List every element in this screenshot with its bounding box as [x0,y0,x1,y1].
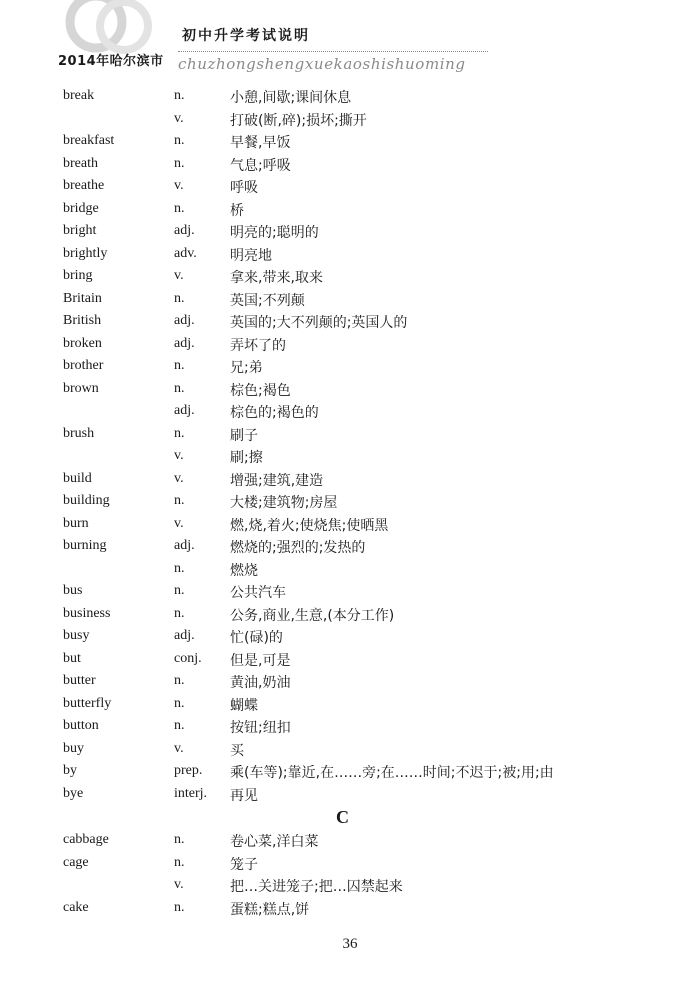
part-of-speech: n. [174,560,185,576]
book-title: 初中升学考试说明 [182,28,310,44]
vocab-entry-row [0,738,700,761]
pinyin-subtitle: chuzhongshengxuekaoshishuoming [178,55,466,73]
vocab-entry-row [0,310,700,333]
part-of-speech: v. [174,740,184,756]
definition: 黄油,奶油 [230,675,291,691]
definition: 明亮的;聪明的 [230,225,319,241]
vocab-word: building [63,493,110,508]
vocab-word: button [63,718,99,733]
vocab-entry-row [0,220,700,243]
part-of-speech: v. [174,448,184,463]
definition: 刷子 [230,427,258,444]
definition: 忙(碌)的 [230,630,283,646]
definition: 燃烧 [230,562,258,579]
vocab-entry-row [0,760,700,783]
vocab-word: bring [63,268,93,283]
part-of-speech: adj. [174,628,195,643]
part-of-speech: n. [174,425,185,441]
definition: 桥 [230,202,244,219]
part-of-speech: interj. [174,785,208,801]
part-of-speech: v. [174,877,184,892]
vocab-word: bridge [63,200,99,216]
vocab-word: broken [63,335,102,351]
vocab-entry-row [0,108,700,131]
vocab-entry-row [0,333,700,356]
definition: 英国的;大不列颠的;英国人的 [230,315,408,331]
vocab-word: break [63,88,95,103]
vocab-entry-row [0,378,700,401]
definition: 公共汽车 [230,585,286,601]
vocab-word: bus [63,583,83,598]
vocab-entry-row [0,852,700,875]
vocab-word: cage [63,854,89,870]
vocab-word: buy [63,740,84,756]
vocab-word: build [63,470,92,486]
vocab-word: business [63,605,111,621]
vocab-word: cake [63,899,89,915]
vocab-word: breakfast [63,133,115,148]
definition: 乘(车等);靠近,在……旁;在……时间;不迟于;被;用;由 [230,765,554,781]
vocab-word: brown [63,380,99,396]
definition: 大楼;建筑物;房屋 [230,495,338,511]
vocab-word: butterfly [63,695,112,711]
definition: 打破(断,碎);损坏;撕开 [230,112,367,129]
definition: 刷;擦 [230,450,263,466]
part-of-speech: n. [174,899,185,915]
part-of-speech: n. [174,358,185,373]
part-of-speech: v. [174,178,184,193]
definition: 笼子 [230,856,258,873]
vocab-entry-row [0,603,700,626]
vocab-word: brother [63,358,104,373]
vocab-entry-row [0,355,700,378]
vocab-word: British [63,313,102,328]
vocab-entry-row [0,513,700,536]
page-header [0,0,700,90]
part-of-speech: n. [174,493,185,508]
definition: 棕色;褐色 [230,382,291,399]
vocab-entry-row [0,580,700,603]
definition: 公务,商业,生意,(本分工作) [230,607,395,624]
vocab-entry-row [0,175,700,198]
vocab-entry-row [0,85,700,108]
year-city-title: 2014年哈尔滨市 [58,54,164,69]
entries-b [0,85,700,805]
definition: 早餐,早饭 [230,135,291,151]
vocab-entry-row [0,715,700,738]
vocab-entry-row [0,558,700,581]
definition: 但是,可是 [230,652,291,669]
entries-c [0,829,700,919]
vocab-word: breath [63,155,98,171]
vocab-word: bye [63,785,84,801]
part-of-speech: conj. [174,650,202,666]
part-of-speech: adv. [174,245,197,261]
definition: 棕色的;褐色的 [230,405,319,421]
definition: 买 [230,742,244,759]
vocab-entry-row [0,897,700,920]
vocab-entry-row [0,130,700,153]
header-divider [178,51,488,52]
part-of-speech: n. [174,854,185,870]
definition: 卷心菜,洋白菜 [230,834,319,850]
vocab-word: brush [63,425,95,441]
definition: 燃烧的;强烈的;发热的 [230,540,366,556]
part-of-speech: adj. [174,538,195,553]
part-of-speech: n. [174,155,185,171]
vocab-entry-row [0,490,700,513]
vocab-entry-row [0,670,700,693]
page-number: 36 [342,936,358,952]
part-of-speech: adj. [174,223,195,238]
part-of-speech: n. [174,380,185,396]
part-of-speech: adj. [174,313,195,328]
section-letter: C [336,807,349,827]
vocab-entry-row [0,829,700,852]
part-of-speech: n. [174,200,185,216]
vocab-entry-row [0,783,700,806]
definition: 兄;弟 [230,360,263,376]
definition: 英国;不列颠 [230,292,305,309]
part-of-speech: n. [174,290,185,306]
part-of-speech: n. [174,718,185,733]
vocabulary-list [0,85,700,919]
definition: 弄坏了的 [230,337,286,354]
vocab-word: Britain [63,290,102,306]
part-of-speech: v. [174,515,184,531]
part-of-speech: v. [174,110,184,126]
part-of-speech: adj. [174,403,195,418]
vocab-entry-row [0,288,700,311]
definition: 再见 [230,787,258,804]
part-of-speech: n. [174,695,185,711]
definition: 燃,烧,着火;使烧焦;使晒黑 [230,517,389,534]
definition: 拿来,带来,取来 [230,270,323,286]
vocab-entry-row [0,423,700,446]
part-of-speech: n. [174,673,185,688]
vocab-word: burning [63,538,107,553]
part-of-speech: v. [174,268,184,283]
vocab-word: cabbage [63,832,109,847]
vocab-entry-row [0,648,700,671]
vocab-entry-row [0,693,700,716]
definition: 明亮地 [230,247,272,264]
part-of-speech: n. [174,605,185,621]
vocab-word: bright [63,223,97,238]
vocab-word: brightly [63,245,108,261]
definition: 把…关进笼子;把…囚禁起来 [230,879,403,895]
part-of-speech: n. [174,583,185,598]
vocab-word: breathe [63,178,105,193]
vocab-entry-row [0,265,700,288]
part-of-speech: v. [174,470,184,486]
definition: 按钮;纽扣 [230,720,291,736]
vocab-entry-row [0,400,700,423]
vocab-word: busy [63,628,90,643]
vocab-word: by [63,763,77,778]
part-of-speech: n. [174,832,185,847]
vocab-entry-row [0,198,700,221]
part-of-speech: adj. [174,335,195,351]
vocab-entry-row [0,874,700,897]
definition: 呼吸 [230,180,258,196]
vocab-entry-row [0,153,700,176]
vocab-entry-row [0,468,700,491]
definition: 气息;呼吸 [230,157,291,174]
vocab-word: but [63,650,81,666]
definition: 蛋糕;糕点,饼 [230,901,310,918]
definition: 增强;建筑,建造 [230,472,324,489]
vocab-word: burn [63,515,89,531]
vocab-word: butter [63,673,96,688]
part-of-speech: n. [174,133,185,148]
definition: 小憩,间歇;课间休息 [230,90,352,106]
definition: 蝴蝶 [230,697,258,714]
vocab-entry-row [0,625,700,648]
section-heading-c [0,805,700,829]
part-of-speech: prep. [174,763,203,778]
vocab-entry-row [0,243,700,266]
part-of-speech: n. [174,88,185,103]
vocab-entry-row [0,535,700,558]
vocab-entry-row [0,445,700,468]
